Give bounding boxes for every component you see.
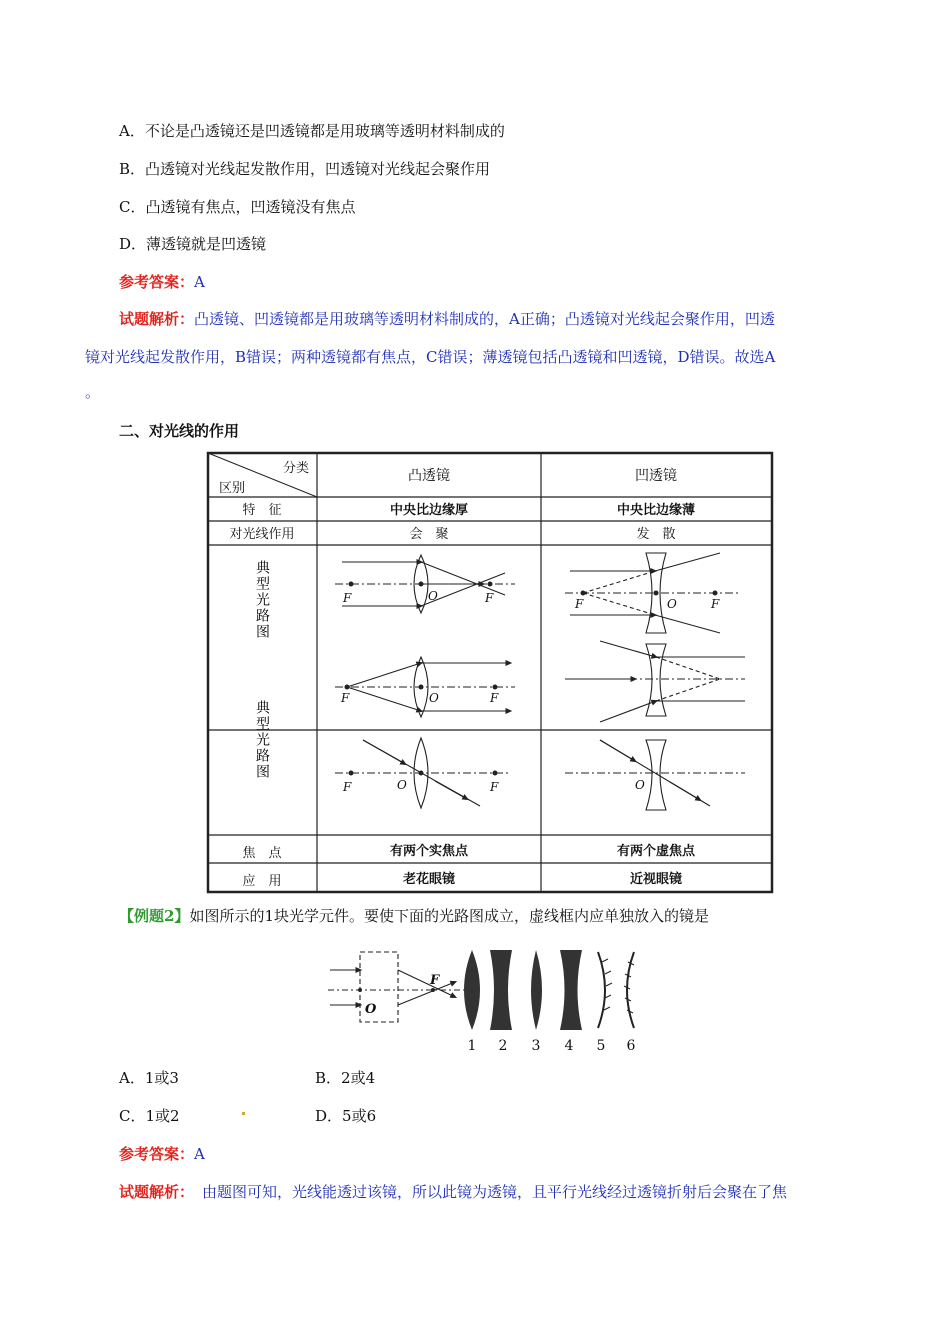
row-diagram-label-2: 典型光路图 bbox=[254, 700, 270, 780]
convex1-f-left: F bbox=[343, 591, 352, 605]
concave1-f-right: F bbox=[711, 597, 720, 611]
example-text: 如图所示的1块光学元件。要使下面的光路图成立，虚线框内应单独放入的镜是 bbox=[189, 907, 709, 925]
q1-answer bbox=[119, 272, 205, 292]
concave1-f-left: F bbox=[575, 597, 584, 611]
fig-number-3: 3 bbox=[531, 1038, 541, 1054]
answer-label: 参考答案： bbox=[119, 273, 195, 291]
example-tag: 【例题2】 bbox=[119, 907, 190, 925]
analysis-text: 凸透镜、凹透镜都是用玻璃等透明材料制成的，A正确；凸透镜对光线起会聚作用，凹透 bbox=[194, 310, 775, 328]
fig-number-1: 1 bbox=[467, 1038, 477, 1054]
concave3-o: O bbox=[635, 778, 645, 792]
q1-option-c: C．凸透镜有焦点，凹透镜没有焦点 bbox=[119, 198, 356, 216]
fig-number-6: 6 bbox=[626, 1038, 636, 1054]
element-2-lens bbox=[490, 950, 512, 1030]
q2-option-c: C．1或2 bbox=[119, 1107, 180, 1125]
row-effect-convex: 会 聚 bbox=[409, 527, 449, 542]
fig-o: O bbox=[365, 1002, 377, 1017]
convex2-f-right: F bbox=[490, 691, 499, 705]
q1-option-b: B．凸透镜对光线起发散作用，凹透镜对光线起会聚作用 bbox=[119, 160, 491, 178]
q2-answer bbox=[119, 1144, 205, 1164]
stray-dot bbox=[242, 1112, 245, 1115]
convex3-f-left: F bbox=[343, 780, 352, 794]
row-focus-convex: 有两个实焦点 bbox=[389, 844, 469, 859]
fig-number-2: 2 bbox=[498, 1038, 508, 1054]
row-use-convex: 老花眼镜 bbox=[402, 872, 456, 887]
q1-analysis-line2: 镜对光线起发散作用，B错误；两种透镜都有焦点，C错误；薄透镜包括凸透镜和凹透镜，D错误。故选A bbox=[85, 348, 776, 366]
row-use-label: 应 用 bbox=[242, 874, 282, 889]
concave-diagram-center bbox=[565, 740, 745, 810]
concave1-o: O bbox=[667, 597, 677, 611]
convex1-o: O bbox=[428, 589, 438, 603]
example2-question bbox=[119, 906, 709, 926]
answer-value: A bbox=[194, 273, 205, 291]
convex3-o: O bbox=[397, 778, 407, 792]
row-feature-label: 特 征 bbox=[242, 503, 282, 518]
header-difference: 区别 bbox=[219, 481, 246, 496]
col-convex: 凸透镜 bbox=[408, 468, 450, 484]
fig-f: F bbox=[430, 973, 440, 988]
element-5-mirror bbox=[598, 952, 605, 1028]
row-effect-concave: 发 散 bbox=[636, 527, 676, 542]
convex2-o: O bbox=[429, 691, 439, 705]
element-3-lens bbox=[531, 950, 542, 1030]
convex2-f-left: F bbox=[341, 691, 350, 705]
q2-option-d: D．5或6 bbox=[315, 1107, 377, 1125]
row-feature-concave: 中央比边缘薄 bbox=[616, 503, 696, 518]
row-use-concave: 近视眼镜 bbox=[629, 872, 683, 887]
q1-option-d: D．薄透镜就是凹透镜 bbox=[119, 235, 267, 253]
convex1-f-right: F bbox=[485, 591, 494, 605]
row-diagram-label-1: 典型光路图 bbox=[254, 560, 270, 640]
q1-analysis-line1 bbox=[119, 309, 775, 329]
answer-label: 参考答案： bbox=[119, 1145, 195, 1163]
row-focus-label: 焦 点 bbox=[242, 846, 282, 861]
convex-diagram-focus bbox=[335, 657, 515, 717]
header-category: 分类 bbox=[283, 461, 310, 476]
q2-option-b: B．2或4 bbox=[315, 1069, 376, 1087]
fig-number-4: 4 bbox=[564, 1038, 574, 1054]
analysis-label: 试题解析： bbox=[119, 1183, 195, 1201]
concave-diagram-focus bbox=[565, 641, 745, 722]
row-feature-convex: 中央比边缘厚 bbox=[389, 503, 469, 518]
q1-analysis-line3: 。 bbox=[85, 383, 101, 401]
analysis-text: 由题图可知，光线能透过该镜，所以此镜为透镜，且平行光线经过透镜折射后会聚在了焦 bbox=[202, 1183, 788, 1201]
element-1-convex-lens bbox=[464, 950, 480, 1030]
convex3-f-right: F bbox=[490, 780, 499, 794]
lens-comparison-table bbox=[205, 450, 775, 895]
row-effect-label: 对光线作用 bbox=[229, 527, 295, 542]
analysis-label: 试题解析： bbox=[119, 310, 195, 328]
q1-option-a: A．不论是凸透镜还是凹透镜都是用玻璃等透明材料制成的 bbox=[119, 122, 505, 140]
answer-value: A bbox=[194, 1145, 205, 1163]
q2-option-a: A．1或3 bbox=[119, 1069, 179, 1087]
example2-figure bbox=[320, 940, 650, 1055]
row-focus-concave: 有两个虚焦点 bbox=[616, 844, 696, 859]
fig-number-5: 5 bbox=[596, 1038, 606, 1054]
q2-analysis-line1 bbox=[119, 1182, 787, 1202]
col-concave: 凹透镜 bbox=[635, 468, 677, 484]
element-4-concave-lens bbox=[560, 950, 582, 1030]
section-title: 二、对光线的作用 bbox=[119, 422, 240, 440]
